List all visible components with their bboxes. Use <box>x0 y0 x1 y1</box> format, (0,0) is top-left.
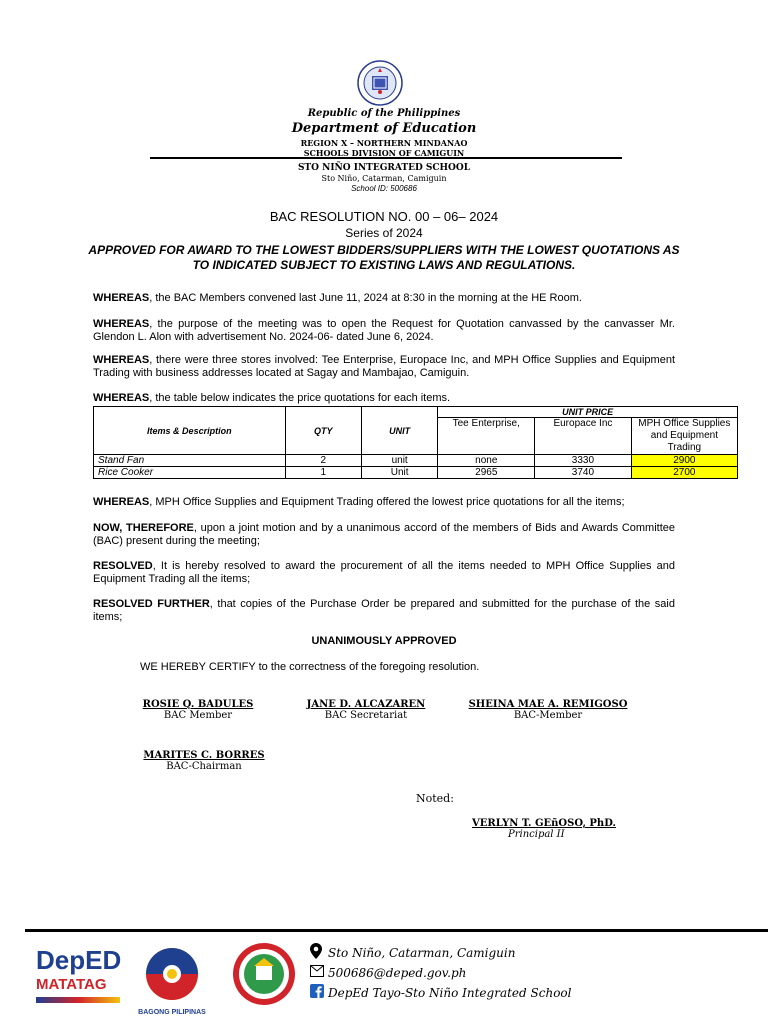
footer-facebook-row <box>310 983 571 1003</box>
principal-name: VERLYN T. GEñOSO, PhD. <box>472 818 616 829</box>
footer-facebook[interactable]: DepEd Tayo-Sto Niño Integrated School <box>328 986 572 1000</box>
row-price-europace: 3740 <box>535 467 632 479</box>
row-qty: 2 <box>285 455 361 467</box>
signatory-role: BAC Secretariat <box>324 710 408 721</box>
whereas-paragraph-5: WHEREAS, MPH Office Supplies and Equipment Trading offered the lowest price quotations for all the items; <box>93 496 625 508</box>
header-qty: QTY <box>285 407 361 455</box>
row-qty: 1 <box>285 467 361 479</box>
division-heading: SCHOOLS DIVISION OF CAMIGUIN <box>303 148 465 158</box>
signatory-block <box>300 699 432 721</box>
row-price-mph: 2700 <box>631 467 737 479</box>
row-price-mph: 2900 <box>631 455 737 467</box>
school-seal-logo <box>232 942 296 1006</box>
footer-contact <box>310 943 571 1003</box>
header-supplier-europace: Europace Inc <box>535 418 632 455</box>
header-items: Items & Description <box>94 407 286 455</box>
row-price-tee: none <box>438 455 535 467</box>
header-supplier-mph: MPH Office Supplies and Equipment Trading <box>631 418 737 455</box>
department-heading: Department of Education <box>291 121 477 136</box>
school-name: STO NIÑO INTEGRATED SCHOOL <box>297 163 471 173</box>
signatory-name: MARITES C. BORRES <box>143 750 265 761</box>
signatory-block <box>138 699 258 721</box>
header-supplier-tee: Tee Enterprise, <box>438 418 535 455</box>
signatory-role: BAC-Chairman <box>166 761 242 772</box>
price-quotation-table <box>93 406 738 479</box>
header-divider <box>150 157 622 159</box>
bagong-pilipinas-logo <box>130 944 214 1018</box>
footer-address: Sto Niño, Catarman, Camiguin <box>328 946 516 960</box>
resolution-title <box>60 243 708 273</box>
row-unit: unit <box>361 455 437 467</box>
principal-role: Principal II <box>508 829 565 840</box>
deped-seal-logo <box>357 60 403 106</box>
matatag-logo-text: MATATAG <box>36 976 107 993</box>
matatag-stripe <box>36 997 120 1003</box>
footer-divider <box>25 929 768 932</box>
header-unit: UNIT <box>361 407 437 455</box>
signatory-block <box>138 750 270 772</box>
whereas-paragraph-2: WHEREAS, the purpose of the meeting was to open the Request for Quotation canvassed by the canvasser Mr. Glendon L. Alon with advertisement No. 2024-06- dated June 6, 2024. <box>93 318 675 343</box>
footer-address-row <box>310 943 571 963</box>
bagong-pilipinas-text: BAGONG PILIPINAS <box>138 1009 206 1016</box>
signatory-name: SHEINA MAE A. REMIGOSO <box>468 699 628 710</box>
resolved-further-paragraph: RESOLVED FURTHER, that copies of the Purchase Order be prepared and submitted for the purchase of the said items; <box>93 598 675 623</box>
noted-signatory <box>462 818 626 840</box>
republic-heading: Republic of the Philippines <box>307 108 461 119</box>
table-row <box>94 467 738 479</box>
whereas-paragraph-4: WHEREAS, the table below indicates the price quotations for each items. <box>93 392 451 404</box>
deped-matatag-logo <box>36 946 124 1016</box>
signatory-name: JANE D. ALCAZAREN <box>306 699 426 710</box>
row-unit: Unit <box>361 467 437 479</box>
row-price-europace: 3330 <box>535 455 632 467</box>
header-unit-price: UNIT PRICE <box>438 407 738 418</box>
location-pin-icon <box>310 943 328 964</box>
resolution-title-line1: APPROVED FOR AWARD TO THE LOWEST BIDDERS/SUPPLIERS WITH THE LOWEST QUOTATIONS AS <box>88 243 680 257</box>
region-heading: REGION X – NORTHERN MINDANAO <box>300 138 468 148</box>
whereas-paragraph-1: WHEREAS, the BAC Members convened last June 11, 2024 at 8:30 in the morning at the HE Room. <box>93 292 582 304</box>
certify-statement: WE HEREBY CERTIFY to the correctness of the foregoing resolution. <box>140 661 480 673</box>
email-icon <box>310 964 328 982</box>
school-id: School ID: 500686 <box>351 184 417 193</box>
footer-email-row <box>310 963 571 983</box>
row-item: Rice Cooker <box>94 467 286 479</box>
whereas-paragraph-3: WHEREAS, there were three stores involved: Tee Enterprise, Europace Inc, and MPH Office Supplies and Equipment Trading with business addresses located at Sagay and Mambajao, Camiguin. <box>93 354 675 379</box>
row-price-tee: 2965 <box>438 467 535 479</box>
signatory-role: BAC Member <box>163 710 233 721</box>
signatory-block <box>462 699 634 721</box>
deped-logo-text: DepED <box>36 945 122 975</box>
unanimous-heading: UNANIMOUSLY APPROVED <box>311 635 457 647</box>
facebook-icon <box>310 984 328 1003</box>
now-therefore-paragraph: NOW, THEREFORE, upon a joint motion and by a unanimous accord of the members of Bids and Awards Committee (BAC) present during the meeting; <box>93 522 676 547</box>
row-item: Stand Fan <box>94 455 286 467</box>
signatory-name: ROSIE Q. BADULES <box>142 699 254 710</box>
resolved-paragraph: RESOLVED, It is hereby resolved to award the procurement of all the items needed to MPH Office Supplies and Equipment Trading all the items; <box>93 560 675 585</box>
signatory-role: BAC-Member <box>513 710 583 721</box>
table-row <box>94 455 738 467</box>
resolution-series: Series of 2024 <box>345 226 423 240</box>
resolution-number: BAC RESOLUTION NO. 00 – 06– 2024 <box>269 209 499 224</box>
footer-email[interactable]: 500686@deped.gov.ph <box>328 966 467 980</box>
resolution-title-line2: TO INDICATED SUBJECT TO EXISTING LAWS AND REGULATIONS. <box>192 258 576 272</box>
noted-label: Noted: <box>416 792 454 805</box>
school-address: Sto Niño, Catarman, Camiguin <box>321 174 447 183</box>
